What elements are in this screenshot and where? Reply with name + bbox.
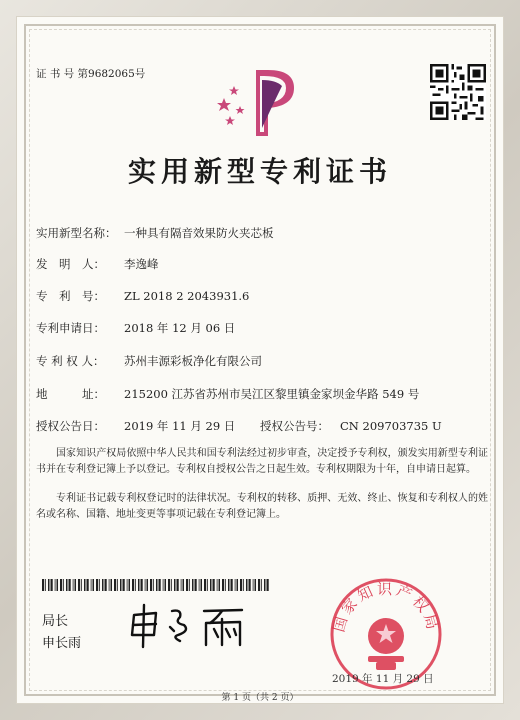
cnipa-logo-icon bbox=[216, 58, 316, 138]
field-grant-date bbox=[36, 418, 235, 434]
field-value: 215200 江苏省苏州市吴江区黎里镇金家坝金华路 549 号 bbox=[124, 387, 420, 401]
field-value: CN 209703735 U bbox=[340, 419, 442, 433]
field-value: 2019 年 11 月 29 日 bbox=[124, 419, 236, 433]
page-number: 第 1 页（共 2 页） bbox=[221, 693, 299, 703]
page-title: 实用新型专利证书 bbox=[127, 155, 392, 188]
field-label: 实用新型名称： bbox=[36, 226, 117, 240]
signatory-role: 局长 bbox=[42, 614, 69, 629]
field-label: 专 利 权 人： bbox=[36, 354, 105, 368]
field-label: 授权公告号： bbox=[260, 419, 329, 433]
seal-date: 2019 年 11 月 29 日 bbox=[332, 673, 434, 685]
field-label: 专 利 号： bbox=[36, 289, 105, 303]
field-value: 李逸峰 bbox=[124, 257, 159, 271]
svg-text:国家知识产权局: 国家知识产权局 bbox=[329, 580, 443, 635]
statement-paragraph: 国家知识产权局依照中华人民共和国专利法经过初步审查，决定授予专利权，颁发实用新型专利证书并在专利登记簿上予以登记。专利权自授权公告之日起生效。专利权期限为十年，自申请日起算。 bbox=[36, 448, 488, 475]
field-patent-number bbox=[36, 288, 249, 304]
field-label: 地 址： bbox=[36, 387, 105, 401]
field-value: 一种具有隔音效果防火夹芯板 bbox=[124, 226, 274, 240]
legal-status-paragraph: 专利证书记载专利权登记时的法律状况。专利权的转移、质押、无效、终止、恢复和专利权人的姓名或名称、国籍、地址变更等事项记载在专利登记簿上。 bbox=[36, 493, 488, 520]
handwritten-signature-icon bbox=[126, 601, 256, 651]
field-label: 授权公告日： bbox=[36, 419, 105, 433]
field-patentee bbox=[36, 353, 262, 369]
certificate-sheet bbox=[16, 16, 504, 704]
field-inventor bbox=[36, 256, 159, 272]
field-value: 2018 年 12 月 06 日 bbox=[124, 321, 236, 335]
certificate-number: 证 书 号 第9682065号 bbox=[36, 68, 146, 80]
field-announcement-number bbox=[260, 418, 442, 434]
field-value: 苏州丰源彩板净化有限公司 bbox=[124, 354, 262, 368]
signatory-name: 申长雨 bbox=[42, 636, 82, 651]
barcode-icon bbox=[42, 579, 272, 591]
field-value: ZL 2018 2 2043931.6 bbox=[124, 289, 250, 303]
field-utility-model-name bbox=[36, 225, 274, 241]
qr-code-icon bbox=[430, 64, 486, 120]
field-label: 专利申请日： bbox=[36, 321, 105, 335]
field-address bbox=[36, 386, 419, 402]
field-application-date bbox=[36, 320, 235, 336]
field-label: 发 明 人： bbox=[36, 257, 105, 271]
